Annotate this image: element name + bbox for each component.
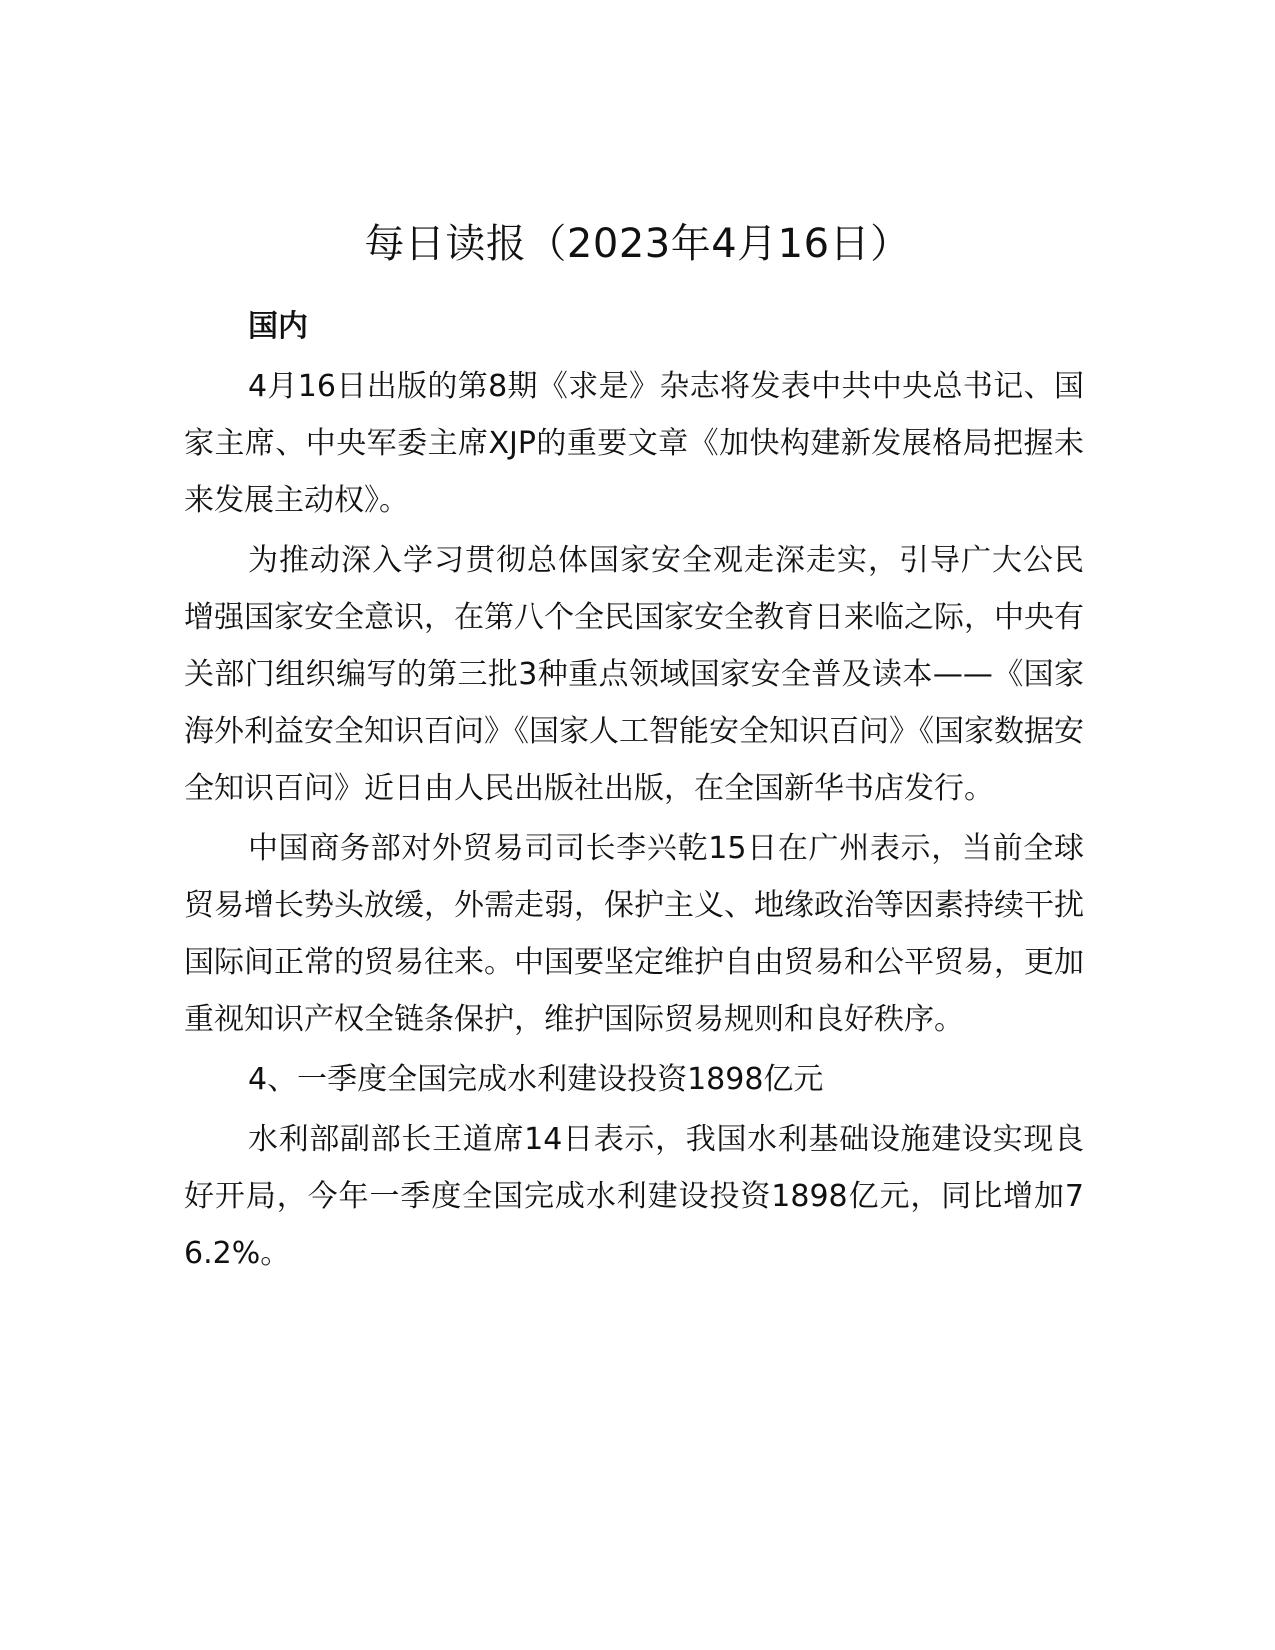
item-heading: 4、一季度全国完成水利建设投资1898亿元 [248, 1062, 824, 1097]
paragraph-water-investment: 水利部副部长王道席14日表示，我国水利基础设施建设实现良好开局，今年一季度全国完成水利建设投资1898亿元，同比增加76.2%。 [184, 1122, 1084, 1271]
paragraph-trade: 中国商务部对外贸易司司长李兴乾15日在广州表示，当前全球贸易增长势头放缓，外需走弱，保护主义、地缘政治等因素持续干扰国际间正常的贸易往来。中国要坚定维护自由贸易和公平贸易，更加重视知识产权全链条保护，维护国际贸易规则和良好秩序。 [184, 831, 1084, 1037]
document-body [184, 298, 1084, 1285]
paragraph-national-security: 为推动深入学习贯彻总体国家安全观走深走实，引导广大公民增强国家安全意识，在第八个全民国家安全教育日来临之际，中央有关部门组织编写的第三批3种重点领域国家安全普及读本——《国家海外利益安全知识百问》《国家人工智能安全知识百问》《国家数据安全知识百问》近日由人民出版社出版，在全国新华书店发行。 [184, 543, 1084, 806]
section-heading: 国内 [248, 309, 308, 344]
document-title: 每日读报（2023年4月16日） [364, 221, 911, 267]
paragraph-qiushi: 4月16日出版的第8期《求是》杂志将发表中共中央总书记、国家主席、中央军委主席XJP的重要文章《加快构建新发展格局把握未来发展主动权》。 [184, 369, 1084, 518]
